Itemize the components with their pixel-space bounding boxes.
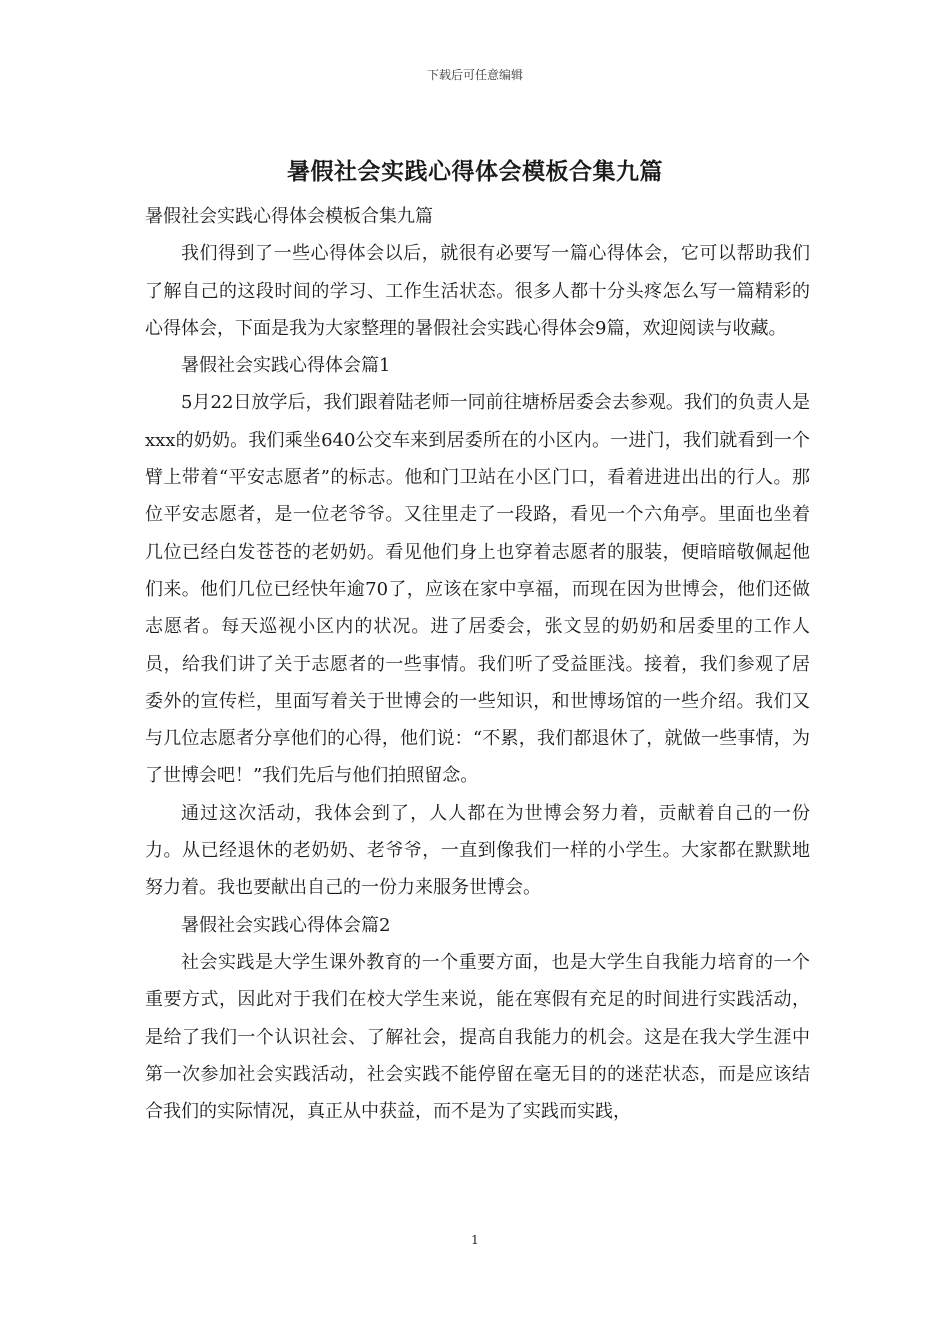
section-1-paragraph-2: 通过这次活动，我体会到了，人人都在为世博会努力着，贡献着自己的一份力。从已经退休的老奶奶、老爷爷，一直到像我们一样的小学生。大家都在默默地努力着。我也要献出自己的一份力来服务世博会。 bbox=[145, 802, 810, 899]
document-title: 暑假社会实践心得体会模板合集九篇 bbox=[287, 158, 663, 185]
section-2-paragraph-1: 社会实践是大学生课外教育的一个重要方面，也是大学生自我能力培育的一个重要方式，因此对于我们在校大学生来说，能在寒假有充足的时间进行实践活动，是给了我们一个认识社会、了解社会，提高自我能力的机会。这是在我大学生涯中第一次参加社会实践活动，社会实践不能停留在毫无目的的迷茫状态，而是应该结合我们的实际情况，真正从中获益，而不是为了实践而实践， bbox=[145, 951, 810, 1123]
header-note: 下载后可任意编辑 bbox=[426, 68, 523, 82]
document-body bbox=[145, 198, 810, 1130]
page-number: 1 bbox=[471, 1233, 479, 1247]
section-1-paragraph-1: 5月22日放学后，我们跟着陆老师一同前往塘桥居委会去参观。我们的负责人是xxx的奶奶。我们乘坐640公交车来到居委所在的小区内。一进门，我们就看到一个臂上带着“平安志愿者”的标志。他和门卫站在小区门口，看着进进出出的行人。那位平安志愿者，是一位老爷爷。又往里走了一段路，看见一个六角亭。里面也坐着几位已经白发苍苍的老奶奶。看见他们身上也穿着志愿者的服装，便暗暗敬佩起他们来。他们几位已经快年逾70了，应该在家中享福，而现在因为世博会，他们还做志愿者。每天巡视小区内的状况。进了居委会，张文昱的奶奶和居委里的工作人员，给我们讲了关于志愿者的一些事情。我们听了受益匪浅。接着，我们参观了居委外的宣传栏，里面写着关于世博会的一些知识，和世博场馆的一些介绍。我们又与几位志愿者分享他们的心得，他们说：“不累，我们都退休了，就做一些事情，为了世博会吧！”我们先后与他们拍照留念。 bbox=[145, 392, 810, 787]
section-heading-1: 暑假社会实践心得体会篇1 bbox=[181, 355, 391, 377]
section-heading-2: 暑假社会实践心得体会篇2 bbox=[181, 914, 391, 936]
intro-paragraph: 我们得到了一些心得体会以后，就很有必要写一篇心得体会，它可以帮助我们了解自己的这段时间的学习、工作生活状态。很多人都十分头疼怎么写一篇精彩的心得体会，下面是我为大家整理的暑假社会实践心得体会9篇，欢迎阅读与收藏。 bbox=[145, 243, 810, 339]
subtitle-paragraph: 暑假社会实践心得体会模板合集九篇 bbox=[145, 206, 433, 227]
